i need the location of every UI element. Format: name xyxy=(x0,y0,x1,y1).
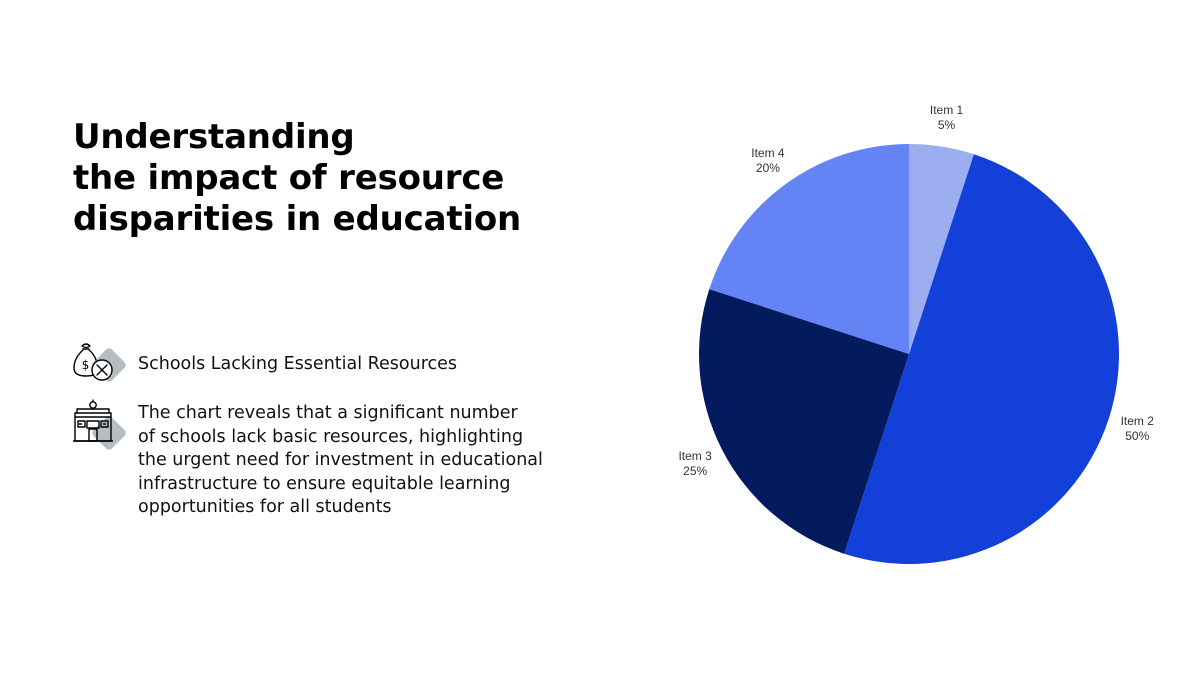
page-title xyxy=(73,117,593,240)
item-1-label: Schools Lacking Essential Resources xyxy=(138,354,458,374)
pie-label-value: 5% xyxy=(937,117,956,132)
description-line: of schools lack basic resources, highlighting xyxy=(138,426,524,447)
pie-label-name: Item 3 xyxy=(678,448,712,463)
title-line-3: disparities in education xyxy=(73,199,522,239)
school-building-glyph xyxy=(72,398,134,448)
title-line-2: the impact of resource xyxy=(73,158,505,198)
description-line: infrastructure to ensure equitable learning xyxy=(138,473,511,494)
svg-text:$: $ xyxy=(81,358,90,372)
pie-label-value: 25% xyxy=(683,463,708,478)
title-line-1: Understanding xyxy=(73,117,355,157)
pie-label-name: Item 1 xyxy=(929,102,964,117)
item-2-description xyxy=(138,402,578,520)
description-line: The chart reveals that a significant number xyxy=(138,403,518,423)
pie-chart xyxy=(640,100,1180,590)
money-bag-x-glyph xyxy=(72,340,134,390)
description-line: opportunities for all students xyxy=(138,497,392,518)
money-bag-x-icon xyxy=(72,340,134,390)
description-line: the urgent need for investment in educational xyxy=(138,450,543,471)
school-building-icon xyxy=(72,398,134,448)
pie-label-name: Item 4 xyxy=(751,145,785,160)
pie-label-value: 20% xyxy=(755,160,780,175)
pie-label-value: 50% xyxy=(1125,429,1150,444)
pie-label-name: Item 2 xyxy=(1120,414,1154,429)
